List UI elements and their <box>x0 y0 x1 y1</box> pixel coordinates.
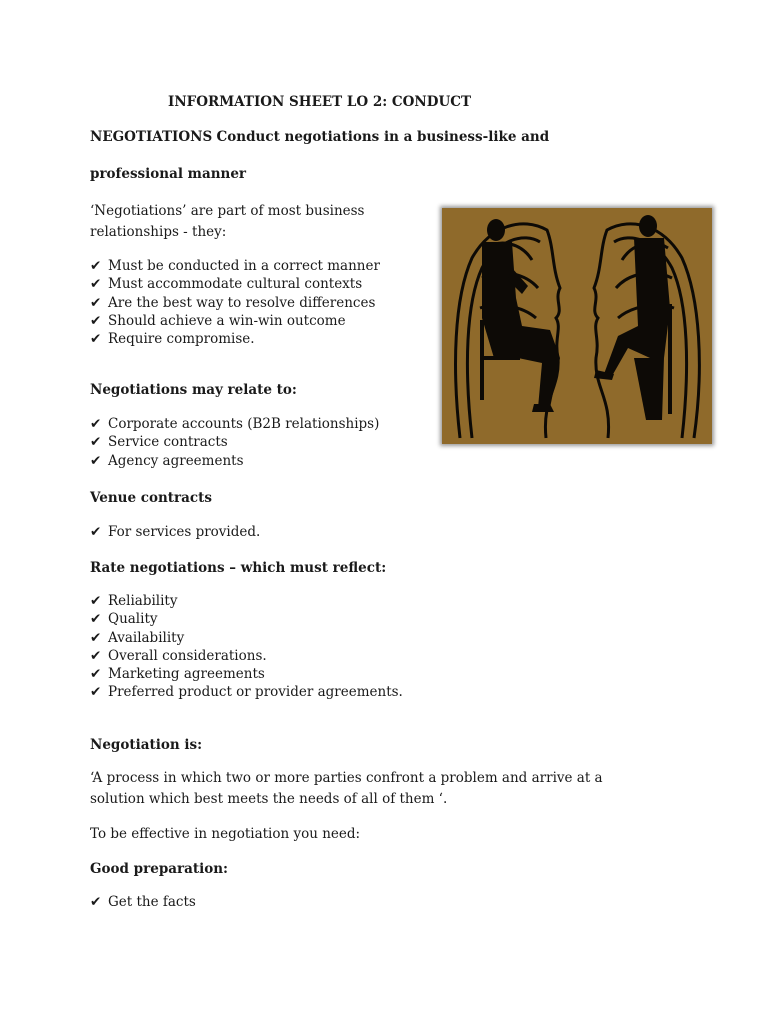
list-item <box>90 275 380 293</box>
checkmark-icon: ✔ <box>90 647 102 664</box>
heading-bold: NEGOTIATIONS <box>90 129 213 145</box>
list-item <box>90 592 403 610</box>
checkmark-icon: ✔ <box>90 629 102 646</box>
venue-heading: Venue contracts <box>90 490 212 506</box>
list-item <box>90 294 380 312</box>
relate-list <box>90 415 379 470</box>
checkmark-icon: ✔ <box>90 312 102 329</box>
intro-line-1: ‘Negotiations’ are part of most business <box>90 203 365 219</box>
relate-heading: Negotiations may relate to: <box>90 382 297 398</box>
list-item <box>90 683 403 701</box>
checkmark-icon: ✔ <box>90 593 102 609</box>
list-item-text: Preferred product or provider agreements. <box>108 684 403 701</box>
rate-list <box>90 592 403 702</box>
list-item-text: Are the best way to resolve differences <box>108 294 376 311</box>
checkmark-icon: ✔ <box>90 294 102 311</box>
list-item <box>90 452 379 470</box>
list-item-text: Reliability <box>108 593 178 609</box>
list-item-text: Require compromise. <box>108 331 255 348</box>
list-item <box>90 610 403 628</box>
list-item-text: Service contracts <box>108 434 228 451</box>
list-item-text: For services provided. <box>108 524 261 540</box>
silhouette-art <box>442 208 712 444</box>
list-item <box>90 523 260 541</box>
list-item-text: Overall considerations. <box>108 647 267 664</box>
checkmark-icon: ✔ <box>90 524 102 540</box>
checkmark-icon: ✔ <box>90 666 102 683</box>
quote-line-2: solution which best meets the needs of all of them ‘. <box>90 791 448 807</box>
list-item-text: Agency agreements <box>108 452 244 469</box>
list-item <box>90 433 379 451</box>
list-item <box>90 330 380 348</box>
list-item-text: Must accommodate cultural contexts <box>108 276 363 293</box>
list-item-text: Must be conducted in a correct manner <box>108 258 380 274</box>
intro-paragraph <box>90 201 364 243</box>
negotiation-traits-list <box>90 257 380 348</box>
checkmark-icon: ✔ <box>90 452 102 469</box>
list-item-text: Availability <box>108 629 185 646</box>
list-item <box>90 647 403 665</box>
page-title: INFORMATION SHEET LO 2: CONDUCT <box>168 94 472 110</box>
list-item <box>90 257 380 275</box>
list-item-text: Get the facts <box>108 894 196 910</box>
negotiation-illustration <box>442 208 712 444</box>
list-item <box>90 665 403 683</box>
prep-heading: Good preparation: <box>90 861 229 877</box>
section-heading <box>90 128 549 146</box>
checkmark-icon: ✔ <box>90 684 102 701</box>
list-item-text: Corporate accounts (B2B relationships) <box>108 416 380 432</box>
list-item <box>90 629 403 647</box>
negotiation-is-heading: Negotiation is: <box>90 737 203 753</box>
checkmark-icon: ✔ <box>90 276 102 293</box>
effective-text: To be effective in negotiation you need: <box>90 826 361 842</box>
definition-quote <box>90 768 603 810</box>
intro-line-2: relationships - they: <box>90 224 227 240</box>
checkmark-icon: ✔ <box>90 331 102 348</box>
prep-list <box>90 893 196 911</box>
checkmark-icon: ✔ <box>90 258 102 274</box>
rate-heading: Rate negotiations – which must reflect: <box>90 560 387 576</box>
checkmark-icon: ✔ <box>90 434 102 451</box>
checkmark-icon: ✔ <box>90 894 102 910</box>
section-heading-line2: professional manner <box>90 166 247 182</box>
list-item <box>90 893 196 911</box>
list-item <box>90 415 379 433</box>
list-item-text: Marketing agreements <box>108 666 265 683</box>
venue-list <box>90 523 260 541</box>
heading-rest: Conduct negotiations in a business-like and <box>216 129 550 145</box>
checkmark-icon: ✔ <box>90 416 102 432</box>
checkmark-icon: ✔ <box>90 611 102 628</box>
list-item-text: Should achieve a win-win outcome <box>108 312 346 329</box>
quote-line-1: ‘A process in which two or more parties confront a problem and arrive at a <box>90 770 603 786</box>
list-item-text: Quality <box>108 611 158 628</box>
list-item <box>90 312 380 330</box>
